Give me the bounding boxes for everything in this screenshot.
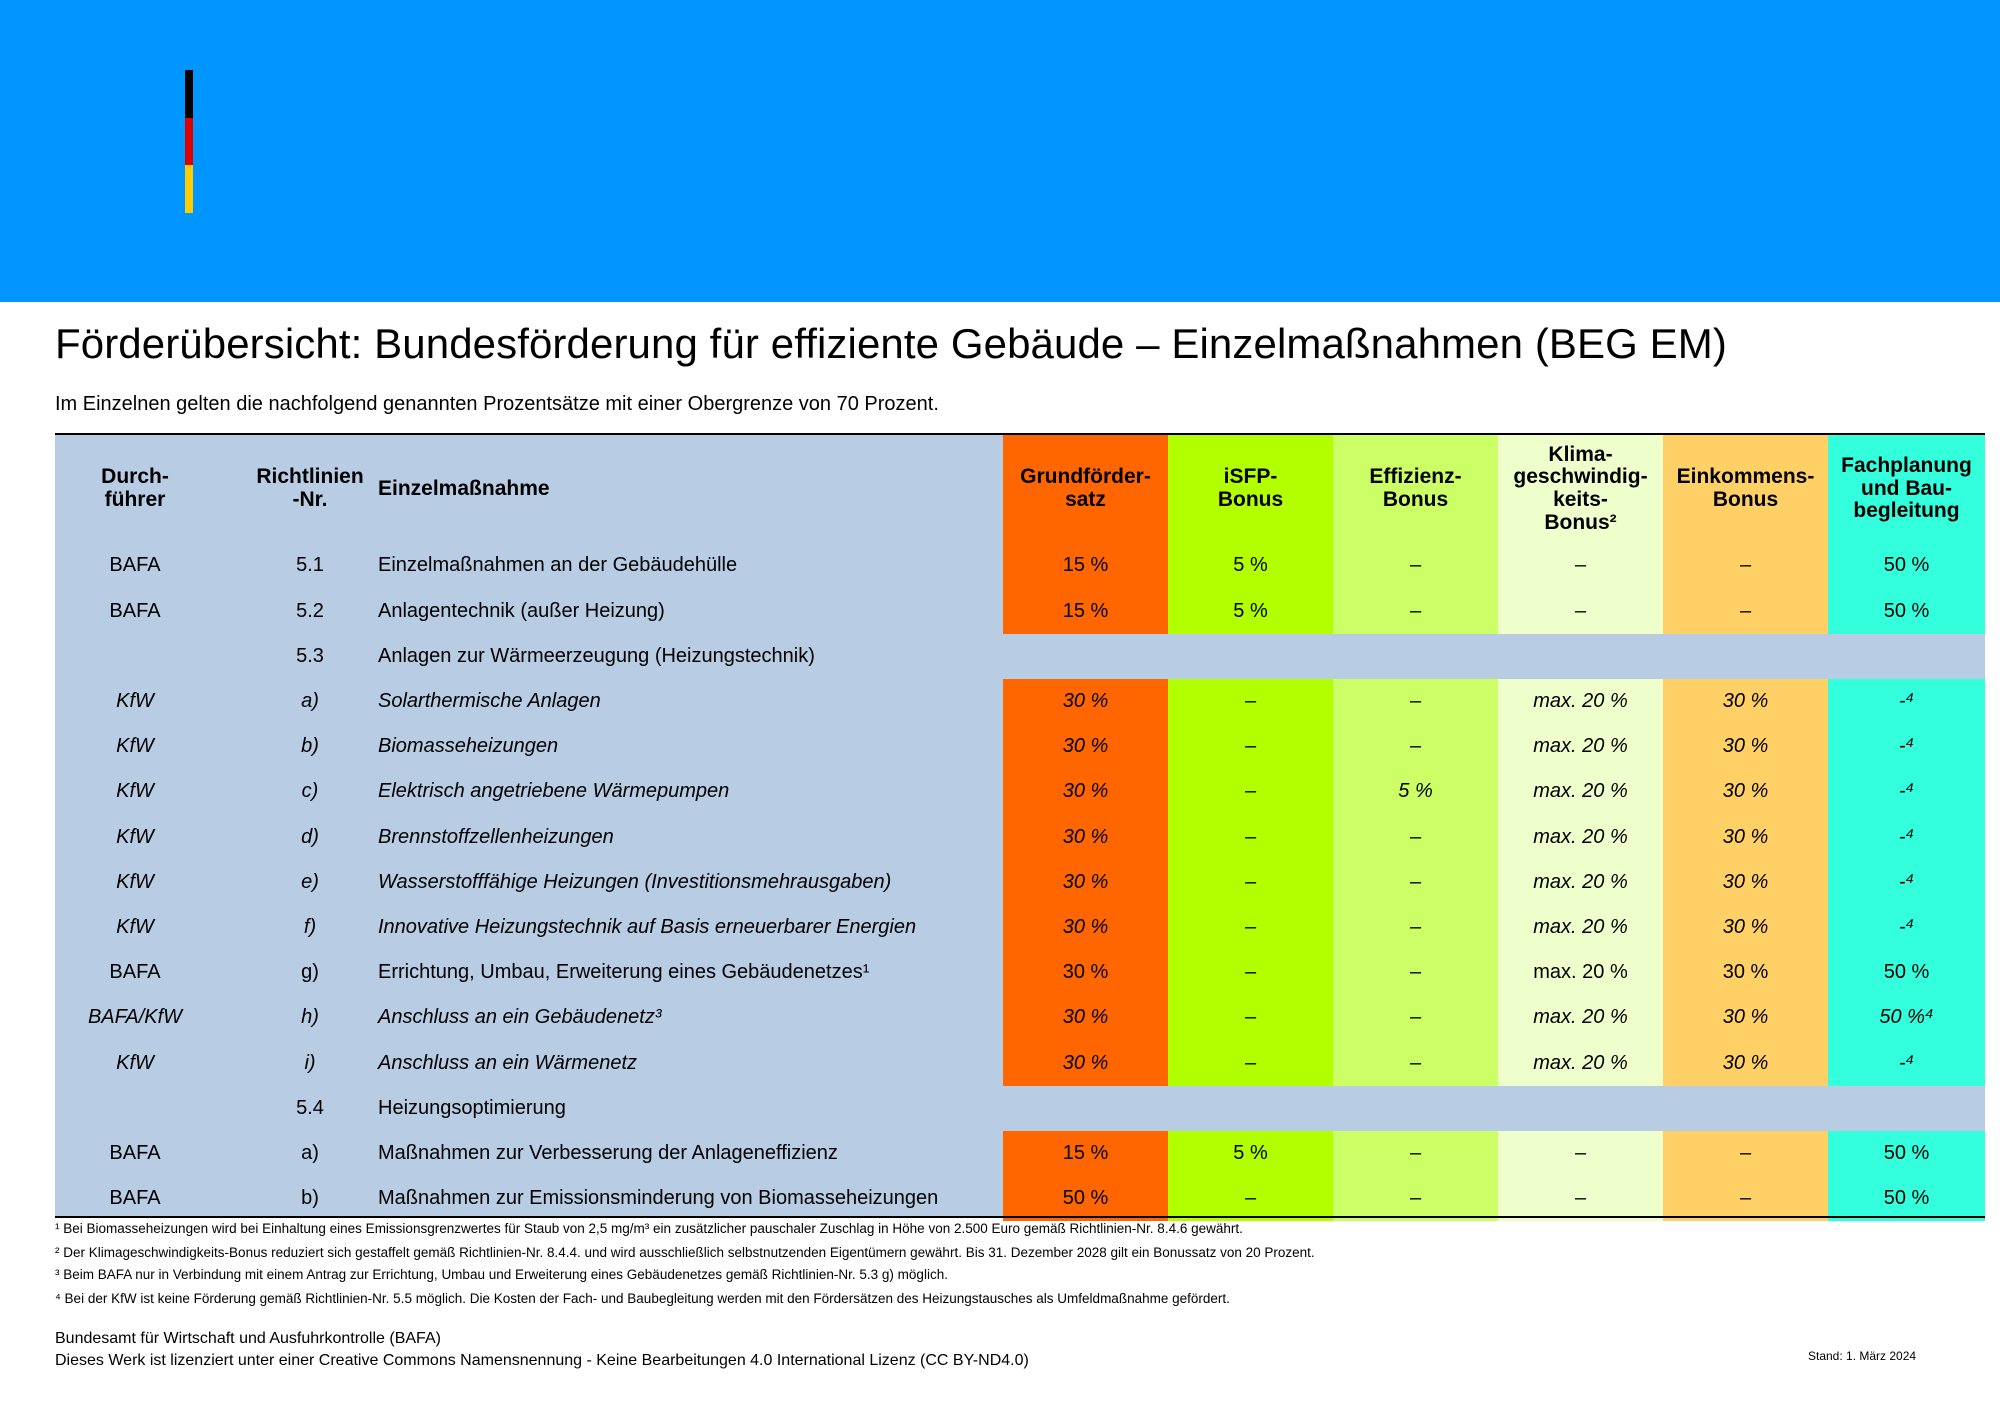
- cell-isfp: –: [1168, 679, 1333, 725]
- cell-massnahme: Biomasseheizungen: [378, 735, 559, 758]
- cell-klima: –: [1498, 1176, 1663, 1222]
- cell-fach: -⁴: [1828, 859, 1985, 905]
- cell-nr: b): [301, 1187, 319, 1210]
- footer-organization: Bundesamt für Wirtschaft und Ausfuhrkontrolle (BAFA): [55, 1330, 441, 1347]
- cell-einkommen: [1663, 1085, 1828, 1131]
- cell-fach: 50 %⁴: [1828, 995, 1985, 1041]
- cell-nr: d): [301, 825, 319, 848]
- cell-isfp: –: [1168, 995, 1333, 1041]
- cell-massnahme: Maßnahmen zur Verbesserung der Anlageneffizienz: [378, 1141, 838, 1164]
- cell-durch: BAFA: [109, 1141, 161, 1164]
- cell-klima: –: [1498, 543, 1663, 589]
- cell-einkommen: [1663, 633, 1828, 679]
- cell-fach: 50 %: [1828, 950, 1985, 996]
- cell-isfp: –: [1168, 1176, 1333, 1222]
- cell-effizienz: –: [1333, 859, 1498, 905]
- cell-einkommen: –: [1663, 543, 1828, 589]
- cell-grund: 30 %: [1003, 724, 1168, 770]
- cell-einkommen: 30 %: [1663, 814, 1828, 860]
- cell-massnahme: Elektrisch angetriebene Wärmepumpen: [378, 780, 730, 803]
- footnote: ⁴ Bei der KfW ist keine Förderung gemäß Richtlinien-Nr. 5.5 möglich. Die Kosten der Fach- und Baubegleitung werden mit den Fördersätzen des Heizungstausches als Umfeldmaßnahme gefördert.: [55, 1291, 1230, 1306]
- cell-nr: b): [301, 735, 319, 758]
- header-effizienz: Effizienz- Bonus: [1333, 435, 1498, 543]
- cell-durch: KfW: [116, 780, 154, 803]
- cell-nr: 5.4: [296, 1096, 324, 1119]
- header-banner: [0, 0, 2000, 302]
- cell-fach: -⁴: [1828, 905, 1985, 951]
- header-durch: Durch- führer: [101, 465, 169, 511]
- cell-fach: 50 %: [1828, 543, 1985, 589]
- cell-durch: BAFA/KfW: [87, 1006, 183, 1029]
- cell-nr: c): [301, 780, 319, 803]
- page-title: Förderübersicht: Bundesförderung für effiziente Gebäude – Einzelmaßnahmen (BEG EM): [55, 320, 1727, 367]
- cell-klima: max. 20 %: [1498, 905, 1663, 951]
- cell-nr: g): [301, 961, 319, 984]
- cell-fach: -⁴: [1828, 814, 1985, 860]
- cell-nr: h): [301, 1006, 319, 1029]
- cell-klima: max. 20 %: [1498, 769, 1663, 815]
- cell-klima: max. 20 %: [1498, 724, 1663, 770]
- cell-fach: [1828, 633, 1985, 679]
- cell-nr: a): [301, 1141, 319, 1164]
- table-bottom-divider: [55, 1216, 1985, 1218]
- cell-grund: 30 %: [1003, 679, 1168, 725]
- cell-massnahme: Anschluss an ein Wärmenetz: [378, 1051, 638, 1074]
- cell-isfp: –: [1168, 814, 1333, 860]
- cell-grund: [1003, 1085, 1168, 1131]
- cell-effizienz: –: [1333, 679, 1498, 725]
- cell-durch: KfW: [116, 735, 154, 758]
- page-subtitle: Im Einzelnen gelten die nachfolgend genannten Prozentsätze mit einer Obergrenze von 70 Prozent.: [55, 393, 939, 415]
- cell-nr: e): [301, 870, 319, 893]
- cell-einkommen: 30 %: [1663, 769, 1828, 815]
- cell-isfp: –: [1168, 905, 1333, 951]
- cell-klima: max. 20 %: [1498, 814, 1663, 860]
- cell-massnahme: Anlagentechnik (außer Heizung): [378, 599, 665, 622]
- cell-klima: max. 20 %: [1498, 679, 1663, 725]
- cell-isfp: –: [1168, 859, 1333, 905]
- cell-effizienz: –: [1333, 588, 1498, 634]
- cell-isfp: 5 %: [1168, 543, 1333, 589]
- footer-license: Dieses Werk ist lizenziert unter einer Creative Commons Namensnennung - Keine Bearbeitungen 4.0 International Lizenz (CC BY-ND4.0): [55, 1352, 1029, 1369]
- cell-massnahme: Wasserstofffähige Heizungen (Investitionsmehrausgaben): [378, 870, 892, 893]
- header-nr: Richtlinien -Nr.: [256, 465, 364, 511]
- cell-grund: 30 %: [1003, 1040, 1168, 1086]
- cell-grund: 30 %: [1003, 859, 1168, 905]
- cell-nr: 5.3: [296, 644, 324, 667]
- cell-isfp: [1168, 1085, 1333, 1131]
- cell-einkommen: 30 %: [1663, 950, 1828, 996]
- cell-effizienz: 5 %: [1333, 769, 1498, 815]
- cell-effizienz: [1333, 633, 1498, 679]
- footnote: ¹ Bei Biomasseheizungen wird bei Einhaltung eines Emissionsgrenzwertes für Staub von 2,5 mg/m³ ein zusätzlicher pauschaler Zuschlag in Höhe von 2.500 Euro gemäß Richtlinien-Nr. 8.4.6 gewährt.: [55, 1221, 1243, 1236]
- cell-durch: BAFA: [109, 1187, 161, 1210]
- cell-klima: max. 20 %: [1498, 859, 1663, 905]
- cell-durch: [55, 1085, 215, 1131]
- cell-massnahme: Einzelmaßnahmen an der Gebäudehülle: [378, 554, 738, 577]
- footnote: ² Der Klimageschwindigkeits-Bonus reduziert sich gestaffelt gemäß Richtlinien-Nr. 8.4.4. und wird ausschließlich selbstnutzenden Eigentümern gewährt. Bis 31. Dezember 2028 gilt ein Bonussatz von 20 Prozent.: [55, 1245, 1315, 1260]
- cell-einkommen: 30 %: [1663, 1040, 1828, 1086]
- cell-durch: BAFA: [109, 554, 161, 577]
- cell-klima: [1498, 1085, 1663, 1131]
- header-einkommen: Einkommens- Bonus: [1663, 435, 1828, 543]
- cell-massnahme: Brennstoffzellenheizungen: [378, 825, 614, 848]
- cell-klima: –: [1498, 1131, 1663, 1177]
- cell-grund: [1003, 633, 1168, 679]
- cell-effizienz: [1333, 1085, 1498, 1131]
- cell-fach: -⁴: [1828, 679, 1985, 725]
- cell-einkommen: 30 %: [1663, 859, 1828, 905]
- cell-klima: max. 20 %: [1498, 1040, 1663, 1086]
- cell-nr: 5.2: [296, 599, 324, 622]
- cell-isfp: 5 %: [1168, 1131, 1333, 1177]
- cell-effizienz: –: [1333, 1131, 1498, 1177]
- cell-durch: [55, 633, 215, 679]
- flag-icon: [185, 70, 193, 213]
- cell-grund: 30 %: [1003, 769, 1168, 815]
- cell-isfp: –: [1168, 724, 1333, 770]
- cell-isfp: –: [1168, 950, 1333, 996]
- cell-massnahme: Anlagen zur Wärmeerzeugung (Heizungstechnik): [378, 644, 815, 667]
- cell-nr: 5.1: [296, 554, 324, 577]
- cell-durch: BAFA: [109, 599, 161, 622]
- cell-effizienz: –: [1333, 814, 1498, 860]
- cell-durch: KfW: [116, 1051, 154, 1074]
- cell-einkommen: 30 %: [1663, 724, 1828, 770]
- cell-isfp: –: [1168, 1040, 1333, 1086]
- cell-einkommen: 30 %: [1663, 995, 1828, 1041]
- cell-grund: 50 %: [1003, 1176, 1168, 1222]
- cell-effizienz: –: [1333, 724, 1498, 770]
- cell-massnahme: Solarthermische Anlagen: [378, 689, 601, 712]
- cell-nr: f): [303, 915, 317, 938]
- funding-table: [55, 435, 1985, 1216]
- cell-massnahme: Innovative Heizungstechnik auf Basis erneuerbarer Energien: [378, 915, 917, 938]
- cell-fach: [1828, 1085, 1985, 1131]
- cell-effizienz: –: [1333, 543, 1498, 589]
- cell-isfp: [1168, 633, 1333, 679]
- cell-einkommen: –: [1663, 588, 1828, 634]
- cell-grund: 15 %: [1003, 543, 1168, 589]
- cell-durch: KfW: [116, 870, 154, 893]
- cell-einkommen: 30 %: [1663, 679, 1828, 725]
- cell-isfp: 5 %: [1168, 588, 1333, 634]
- cell-grund: 15 %: [1003, 1131, 1168, 1177]
- cell-klima: –: [1498, 588, 1663, 634]
- cell-fach: -⁴: [1828, 1040, 1985, 1086]
- header-grund: Grundförder- satz: [1003, 435, 1168, 543]
- cell-durch: KfW: [116, 915, 154, 938]
- cell-massnahme: Errichtung, Umbau, Erweiterung eines Gebäudenetzes¹: [378, 961, 870, 984]
- cell-durch: BAFA: [109, 961, 161, 984]
- cell-isfp: –: [1168, 769, 1333, 815]
- cell-massnahme: Heizungsoptimierung: [378, 1096, 566, 1119]
- cell-einkommen: 30 %: [1663, 905, 1828, 951]
- cell-fach: 50 %: [1828, 588, 1985, 634]
- cell-effizienz: –: [1333, 1040, 1498, 1086]
- cell-fach: -⁴: [1828, 769, 1985, 815]
- cell-grund: 15 %: [1003, 588, 1168, 634]
- cell-effizienz: –: [1333, 905, 1498, 951]
- cell-einkommen: –: [1663, 1176, 1828, 1222]
- cell-durch: KfW: [116, 825, 154, 848]
- cell-effizienz: –: [1333, 995, 1498, 1041]
- cell-nr: a): [301, 689, 319, 712]
- cell-effizienz: –: [1333, 950, 1498, 996]
- cell-grund: 30 %: [1003, 905, 1168, 951]
- cell-nr: i): [304, 1051, 316, 1074]
- footnote: ³ Beim BAFA nur in Verbindung mit einem Antrag zur Errichtung, Umbau und Erweiterung eines Gebäudenetzes gemäß Richtlinien-Nr. 5.3 g) möglich.: [55, 1267, 948, 1282]
- cell-massnahme: Anschluss an ein Gebäudenetz³: [378, 1006, 662, 1029]
- cell-effizienz: –: [1333, 1176, 1498, 1222]
- header-massnahme: Einzelmaßnahme: [378, 476, 550, 500]
- cell-klima: max. 20 %: [1498, 950, 1663, 996]
- header-klima: Klima- geschwindig- keits- Bonus²: [1498, 435, 1663, 543]
- header-fach: Fachplanung und Bau- begleitung: [1828, 435, 1985, 543]
- header-isfp: iSFP- Bonus: [1168, 435, 1333, 543]
- cell-fach: 50 %: [1828, 1176, 1985, 1222]
- cell-klima: [1498, 633, 1663, 679]
- cell-grund: 30 %: [1003, 814, 1168, 860]
- cell-fach: -⁴: [1828, 724, 1985, 770]
- cell-einkommen: –: [1663, 1131, 1828, 1177]
- cell-grund: 30 %: [1003, 950, 1168, 996]
- cell-fach: 50 %: [1828, 1131, 1985, 1177]
- footer-date: Stand: 1. März 2024: [1808, 1349, 1917, 1363]
- cell-klima: max. 20 %: [1498, 995, 1663, 1041]
- cell-massnahme: Maßnahmen zur Emissionsminderung von Biomasseheizungen: [378, 1187, 939, 1210]
- cell-durch: KfW: [116, 689, 154, 712]
- cell-grund: 30 %: [1003, 995, 1168, 1041]
